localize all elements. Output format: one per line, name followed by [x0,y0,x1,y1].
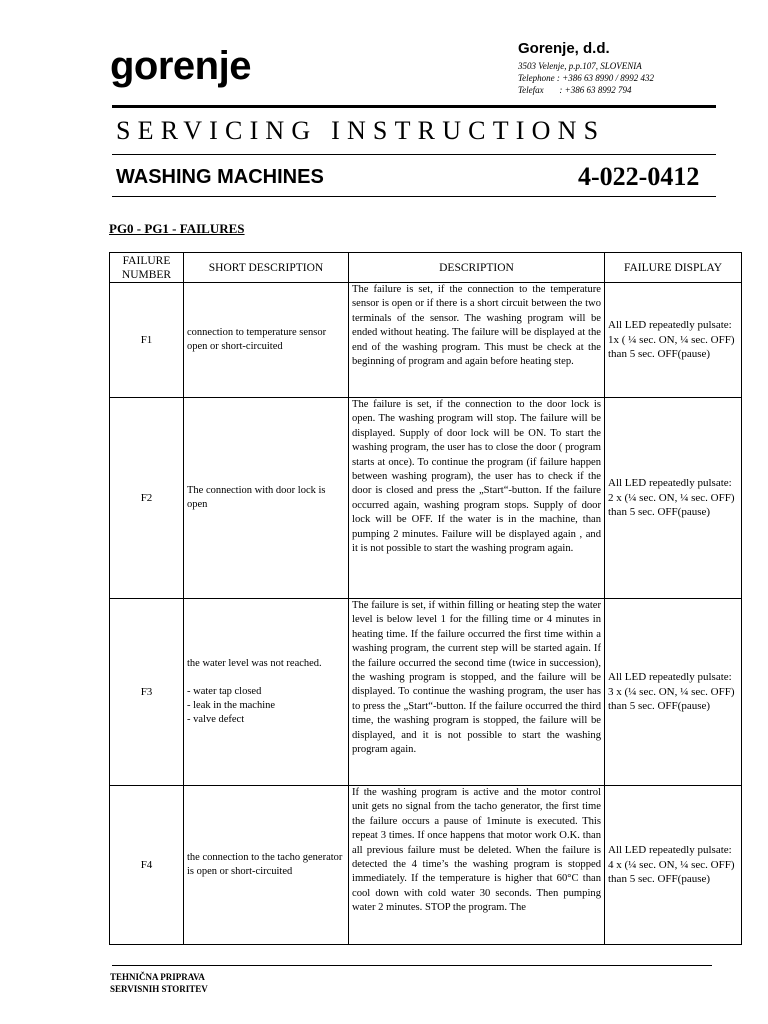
title-rule [112,196,716,197]
header-rule [112,154,716,155]
description-text: The failure is set, if the connection to the door lock is open. The washing program will stop. The failure will be displayed. Supply of door lock will be ON. To start the washing program, the user has to close the door ( program starts at once). To continue the program (if failure happen between washing program), the user has to check if the door is closed and press the „Start“-button. If the failure occurred again, washing program stops. Supply of door lock will be OFF. If the water is in the machine, than pumping 2 minutes. Failure will be displayed again , and it is not possible to start the washing program again. [352,399,601,555]
header-failure-number: FAILURE NUMBER [110,253,184,283]
header-description: DESCRIPTION [349,253,605,283]
short-description [184,599,349,786]
description-text: The failure is set, if the connection to the temperature sensor is open or if there is a short circuit between the two terminals of the sensor. The washing program will be ended without heating. The failure will be displayed at the end of the washing program. This must be check at the beginning of program and again before heating step. [352,284,601,368]
failure-number: F4 [110,786,184,945]
short-description-line: the water level was not reached. [187,658,322,669]
failure-number: F2 [110,398,184,599]
description-text: The failure is set, if within filling or heating step the water level is below level 1 for the filling time or 4 minutes in heating time. If the failure occurred the first time within a washing program, the current step will be started again. If the failure occurred the second time (twice in succession), the washing program is stopped, and the failure will be displayed. To continue the washing program, the user has to press the „Start“-button. If the failure occurred the third time, the washing program is stopped, the failure will be displayed, and it is not possible to start the washing program again. [352,600,601,756]
description [349,786,605,945]
document-number: 4-022-0412 [578,162,700,191]
table-header-row [110,253,742,283]
company-address: 3503 Velenje, p.p.107, SLOVENIA [518,61,642,71]
failure-display [605,398,742,599]
company-info [518,40,654,96]
company-name: Gorenje, d.d. [518,40,610,57]
failure-display-line: than 5 sec. OFF(pause) [608,873,711,886]
failure-display-line: than 5 sec. OFF(pause) [608,700,711,713]
failure-display-line: All LED repeatedly pulsate: 3 x (¼ sec. ON, ¼ sec. OFF) [608,671,735,698]
footer-rule [112,965,712,966]
failure-number: F1 [110,283,184,398]
short-description-line: The connection with door lock is open [187,485,326,510]
company-telefax: Telefax : +386 63 8992 794 [518,85,632,95]
short-description-line: - leak in the machine [187,700,276,711]
footer [110,971,208,995]
footer-line: SERVISNIH STORITEV [110,984,208,994]
footer-line: TEHNIČNA PRIPRAVA [110,972,205,982]
failure-display-line: than 5 sec. OFF(pause) [608,348,711,361]
failure-display [605,283,742,398]
failure-display-line: All LED repeatedly pulsate: 4 x (¼ sec. ON, ¼ sec. OFF) [608,844,735,871]
failure-display-line: All LED repeatedly pulsate: 2 x (¼ sec. ON, ¼ sec. OFF) [608,477,735,504]
header-failure-display: FAILURE DISPLAY [605,253,742,283]
failure-display [605,599,742,786]
short-description-line: - valve defect [187,714,245,725]
description [349,283,605,398]
gorenje-logo: gorenje [110,44,251,88]
short-description-line: - water tap closed [187,686,262,697]
short-description-line: the connection to the tacho generator is open or short-circuited [187,852,343,877]
description [349,599,605,786]
short-description-line [187,671,345,685]
header-rule-thick [112,105,716,108]
failure-display-line: than 5 sec. OFF(pause) [608,506,711,519]
failures-table [109,252,742,945]
document-title: SERVICING INSTRUCTIONS [116,116,606,145]
short-description [184,283,349,398]
short-description [184,398,349,599]
header-short-description: SHORT DESCRIPTION [184,253,349,283]
product-title: WASHING MACHINES [116,166,324,188]
table-row [110,786,742,945]
company-telephone: Telephone : +386 63 8990 / 8992 432 [518,73,654,83]
table-row [110,283,742,398]
description [349,398,605,599]
failure-display-line: All LED repeatedly pulsate: 1x ( ¼ sec. ON, ¼ sec. OFF) [608,319,735,346]
failure-number: F3 [110,599,184,786]
table-row [110,599,742,786]
section-title: PG0 - PG1 - FAILURES [109,221,245,236]
failure-display [605,786,742,945]
table-row [110,398,742,599]
description-text: If the washing program is active and the motor control unit gets no signal from the tacho generator, the first time the failure occurs a pause of 1minute is executed. This repeat 3 times. If once happens that motor work O.K. than all previous failure must be deleted. When the failure is detected the 4 time’s the washing program is stopped immediately. If the temperature is higher that 60°C than cool down with cold water 30 seconds. Then pumping water 2 minutes. STOP the program. The [352,787,601,914]
short-description-line: connection to temperature sensor open or short-circuited [187,327,327,352]
short-description [184,786,349,945]
